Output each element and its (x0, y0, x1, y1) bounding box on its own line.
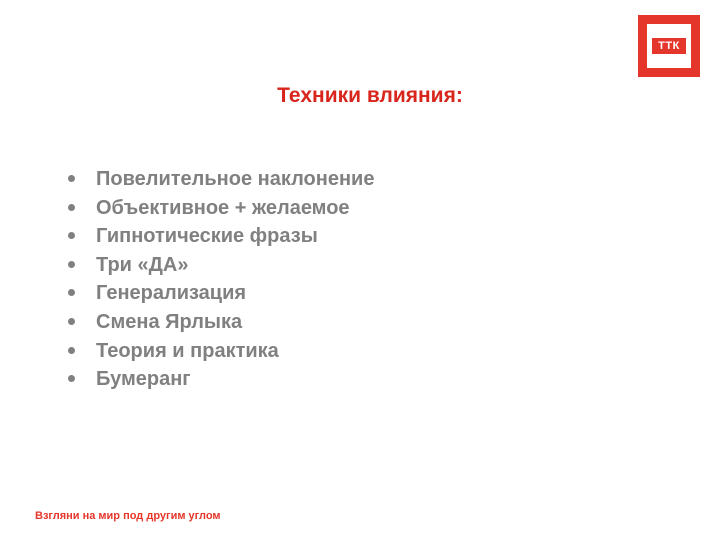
footer-slogan: Взгляни на мир под другим углом (35, 510, 221, 522)
bullet-dot-icon (68, 289, 75, 296)
bullet-text: Теория и практика (96, 339, 279, 362)
bullet-item (68, 308, 374, 337)
bullet-dot-icon (68, 347, 75, 354)
bullet-item (68, 337, 374, 366)
bullet-list (68, 165, 374, 394)
bullet-item (68, 279, 374, 308)
slide-title: Техники влияния: (277, 84, 463, 107)
bullet-dot-icon (68, 232, 75, 239)
bullet-item (68, 194, 374, 223)
bullet-text: Смена Ярлыка (96, 310, 243, 333)
bullet-dot-icon (68, 204, 75, 211)
bullet-item (68, 222, 374, 251)
bullet-text: Генерализация (96, 282, 247, 305)
bullet-text: Объективное + желаемое (96, 196, 350, 219)
bullet-dot-icon (68, 318, 75, 325)
bullet-dot-icon (68, 175, 75, 182)
bullet-item (68, 251, 374, 280)
bullet-text: Бумеранг (96, 368, 191, 391)
bullet-text: Гипнотические фразы (96, 225, 318, 248)
ttk-logo (638, 15, 700, 77)
bullet-text: Повелительное наклонение (96, 168, 375, 190)
bullet-dot-icon (68, 375, 75, 382)
bullet-dot-icon (68, 261, 75, 268)
ttk-logo-text: ТТК (652, 38, 686, 54)
bullet-item (68, 165, 374, 194)
bullet-text: Три «ДА» (96, 253, 189, 276)
bullet-item (68, 365, 374, 394)
